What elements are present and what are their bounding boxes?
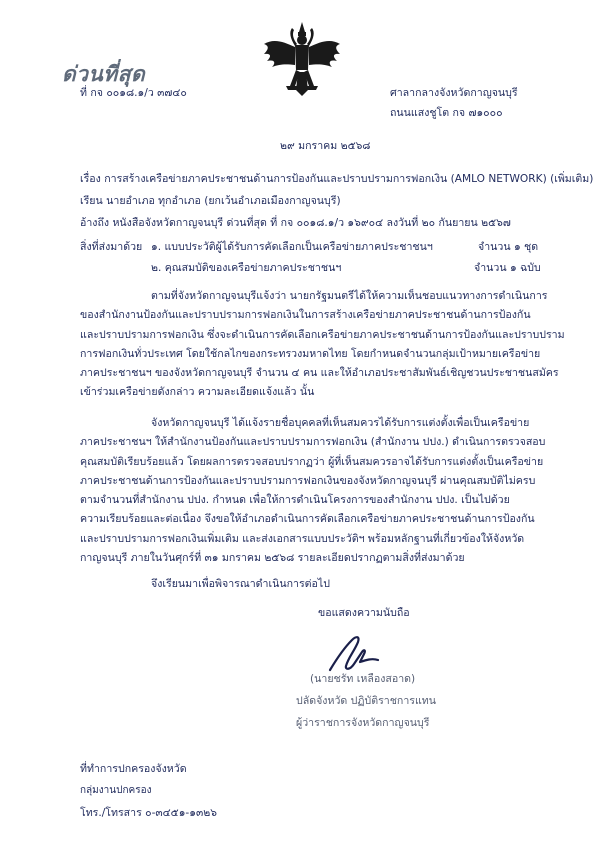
- paragraph-line: กาญจนบุรี ภายในวันศุกร์ที่ ๓๑ มกราคม ๒๕๖๘ รายละเอียดปรากฏตามสิ่งที่ส่งมาด้วย: [80, 552, 465, 565]
- paragraph-line: จังหวัดกาญจนบุรี ได้แจ้งรายชื่อบุคคลที่เห็นสมควรได้รับการแต่งตั้งเพื่อเป็นเครือข่าย: [151, 417, 530, 429]
- reference-line: อ้างถึง หนังสือจังหวัดกาญจนบุรี ด่วนที่สุด ที่ กจ ๐๐๑๘.๑/ว ๑๖๙๐๔ ลงวันที่ ๒๐ กันยายน ๒๕๖๗: [80, 217, 511, 229]
- paragraph-line: ภาคประชาชนด้านการป้องกันและปราบปรามการฟอกเงินของจังหวัดกาญจนบุรี ผ่านคุณสมบัติไม่ครบ: [80, 474, 536, 487]
- paragraph-line: ความเรียบร้อยและต่อเนื่อง จึงขอให้อำเภอดำเนินการคัดเลือกเครือข่ายภาคประชาชนด้านการป้องกัน: [80, 513, 535, 526]
- signatory-position-2: ผู้ว่าราชการจังหวัดกาญจนบุรี: [296, 717, 430, 729]
- letter-date: ๒๙ มกราคม ๒๕๖๘: [280, 140, 371, 152]
- enclosure-item-2: ๒. คุณสมบัติของเครือข่ายภาคประชาชนฯ: [151, 262, 342, 274]
- paragraph-line: ตามที่จังหวัดกาญจนบุรีแจ้งว่า นายกรัฐมนตรีได้ให้ความเห็นชอบแนวทางการดำเนินการ: [151, 290, 548, 302]
- paragraph-line: เข้าร่วมเครือข่ายดังกล่าว ความละเอียดแจ้งแล้ว นั้น: [80, 386, 315, 399]
- paragraph-line: การฟอกเงินทั่วประเทศ โดยใช้กลไกของกระทรวงมหาดไทย โดยกำหนดจำนวนกลุ่มเป้าหมายเครือข่าย: [80, 347, 541, 360]
- closing-request: จึงเรียนมาเพื่อพิจารณาดำเนินการต่อไป: [151, 578, 330, 590]
- footer-section: กลุ่มงานปกครอง: [80, 785, 152, 796]
- footer-department: ที่ทำการปกครองจังหวัด: [80, 763, 187, 775]
- enclosures-label: สิ่งที่ส่งมาด้วย: [80, 241, 143, 253]
- paragraph-line: และปราบปรามการฟอกเงิน ซึ่งจะดำเนินการคัดเลือกเครือข่ายภาคประชาชนด้านการป้องกันและปราบปราม: [80, 328, 565, 341]
- enclosure-qty-1: จำนวน ๑ ชุด: [478, 241, 539, 253]
- body-paragraph-2: [80, 414, 545, 568]
- paragraph-line: และปราบปรามการฟอกเงินเพิ่มเติม และส่งเอกสารแบบประวัติฯ พร้อมหลักฐานที่เกี่ยวข้องให้จังหวัด: [80, 532, 525, 545]
- document-number: ที่ กจ ๐๐๑๘.๑/ว ๓๗๔๐: [80, 87, 187, 99]
- urgent-stamp: ด่วนที่สุด: [62, 62, 146, 86]
- enclosure-item-1: ๑. แบบประวัติผู้ได้รับการคัดเลือกเป็นเครือข่ายภาคประชาชนฯ: [151, 241, 433, 253]
- recipient-line: เรียน นายอำเภอ ทุกอำเภอ (ยกเว้นอำเภอเมืองกาญจนบุรี): [80, 195, 341, 207]
- signatory-name: (นายชรัท เหลืองสอาด): [310, 673, 416, 685]
- paragraph-line: ตามจำนวนที่สำนักงาน ปปง. กำหนด เพื่อให้การดำเนินโครงการของสำนักงาน ปปง. เป็นไปด้วย: [80, 494, 510, 507]
- office-address-line2: ถนนแสงชูโต กจ ๗๑๐๐๐: [390, 107, 503, 119]
- salutation: ขอแสดงความนับถือ: [318, 607, 410, 619]
- handwritten-signature: [322, 630, 382, 678]
- enclosure-qty-2: จำนวน ๑ ฉบับ: [474, 262, 541, 274]
- paragraph-line: คุณสมบัติเรียบร้อยแล้ว โดยผลการตรวจสอบปรากฏว่า ผู้ที่เห็นสมควรอาจได้รับการแต่งตั้งเป็นเครือข่าย: [80, 455, 544, 468]
- paragraph-line: ภาคประชาชนฯ ให้สำนักงานป้องกันและปราบปรามการฟอกเงิน (สำนักงาน ปปง.) ดำเนินการตรวจสอบ: [80, 436, 546, 449]
- garuda-emblem-icon: [262, 20, 342, 98]
- paragraph-line: ภาคประชาชนฯ ของจังหวัดกาญจนบุรี จำนวน ๔ คน และให้อำเภอประชาสัมพันธ์เชิญชวนประชาชนสมัคร: [80, 367, 559, 380]
- office-address-line1: ศาลากลางจังหวัดกาญจนบุรี: [390, 87, 518, 99]
- signatory-position-1: ปลัดจังหวัด ปฏิบัติราชการแทน: [296, 695, 437, 707]
- body-paragraph-1: [80, 287, 565, 403]
- footer-phone: โทร./โทรสาร ๐-๓๔๕๑-๑๓๒๖: [80, 807, 217, 819]
- paragraph-line: ของสำนักงานป้องกันและปราบปรามการฟอกเงินในการสร้างเครือข่ายภาคประชาชนด้านการป้องกัน: [80, 309, 531, 322]
- subject-line: เรื่อง การสร้างเครือข่ายภาคประชาชนด้านการป้องกันและปราบปรามการฟอกเงิน (AMLO NETWORK) (เพิ่มเติม): [80, 173, 594, 185]
